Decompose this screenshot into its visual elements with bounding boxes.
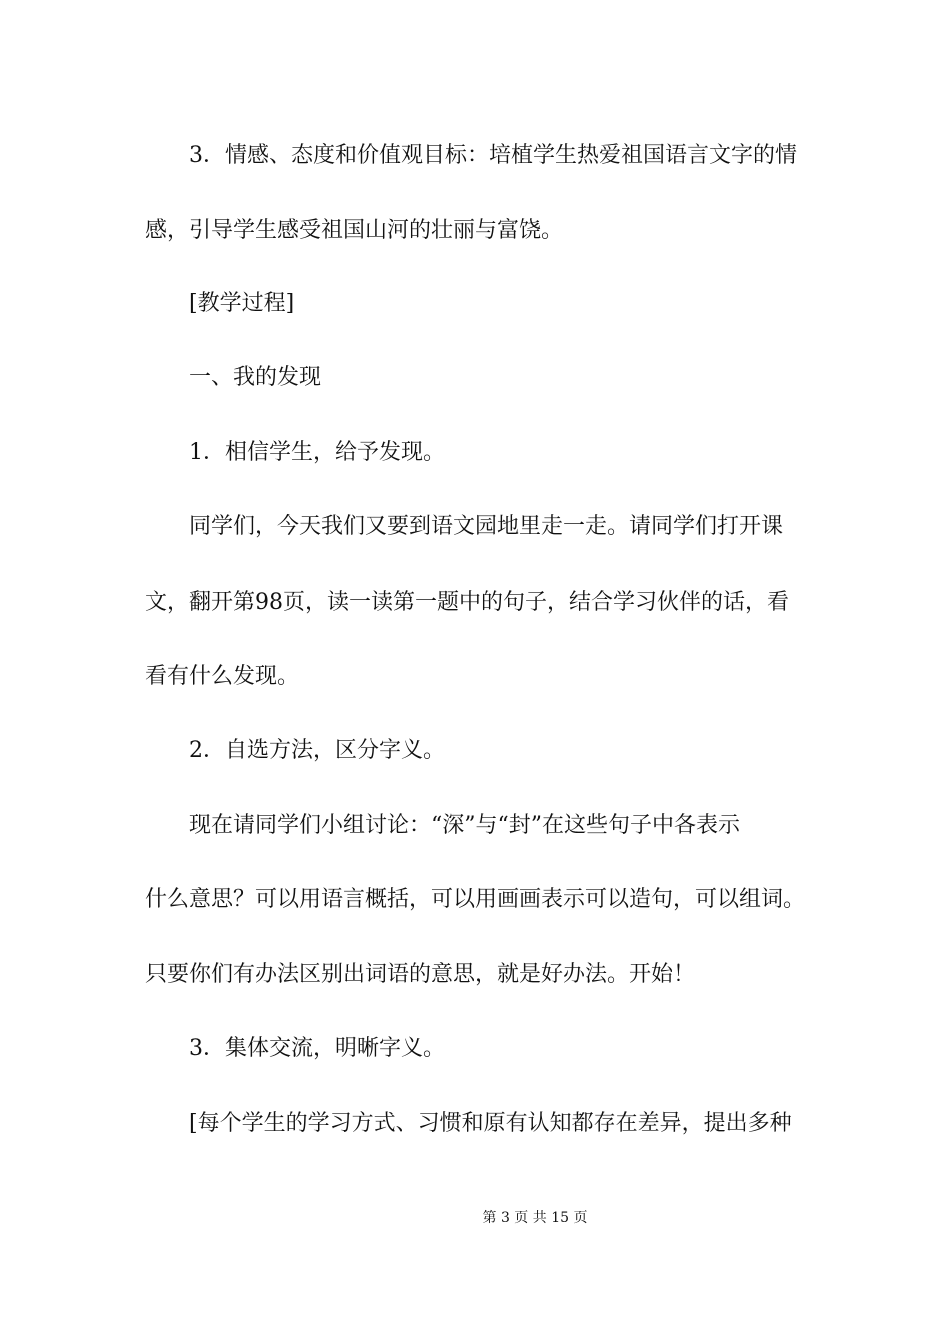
text-line: 只要你们有办法区别出词语的意思，就是好办法。开始！ bbox=[145, 962, 696, 987]
text-line: 现在请同学们小组讨论：“深”与“封”在这些句子中各表示 bbox=[189, 813, 740, 838]
text-line: 什么意思？可以用语言概括，可以用画画表示可以造句，可以组词。 bbox=[145, 887, 806, 912]
page-number-label: 第 3 页 共 15 页 bbox=[482, 1210, 588, 1226]
text-line: 2．自选方法，区分字义。 bbox=[189, 738, 445, 763]
text-line: 1．相信学生，给予发现。 bbox=[189, 440, 445, 465]
text-line: 3．集体交流，明晰字义。 bbox=[189, 1036, 445, 1061]
section-heading: 一、我的发现 bbox=[189, 365, 322, 390]
text-line: [每个学生的学习方式、习惯和原有认知都存在差异，提出多种 bbox=[189, 1111, 792, 1136]
text-line: 文，翻开第98页，读一读第一题中的句子，结合学习伙伴的话，看 bbox=[145, 590, 789, 615]
text-line: 感，引导学生感受祖国山河的壮丽与富饶。 bbox=[145, 218, 564, 243]
section-heading: [教学过程] bbox=[189, 291, 295, 316]
text-line: 看有什么发现。 bbox=[145, 664, 300, 689]
text-line: 3．情感、态度和价值观目标：培植学生热爱祖国语言文字的情 bbox=[189, 143, 797, 168]
page-footer bbox=[0, 1208, 950, 1228]
text-line: 同学们，今天我们又要到语文园地里走一走。请同学们打开课 bbox=[189, 514, 784, 539]
